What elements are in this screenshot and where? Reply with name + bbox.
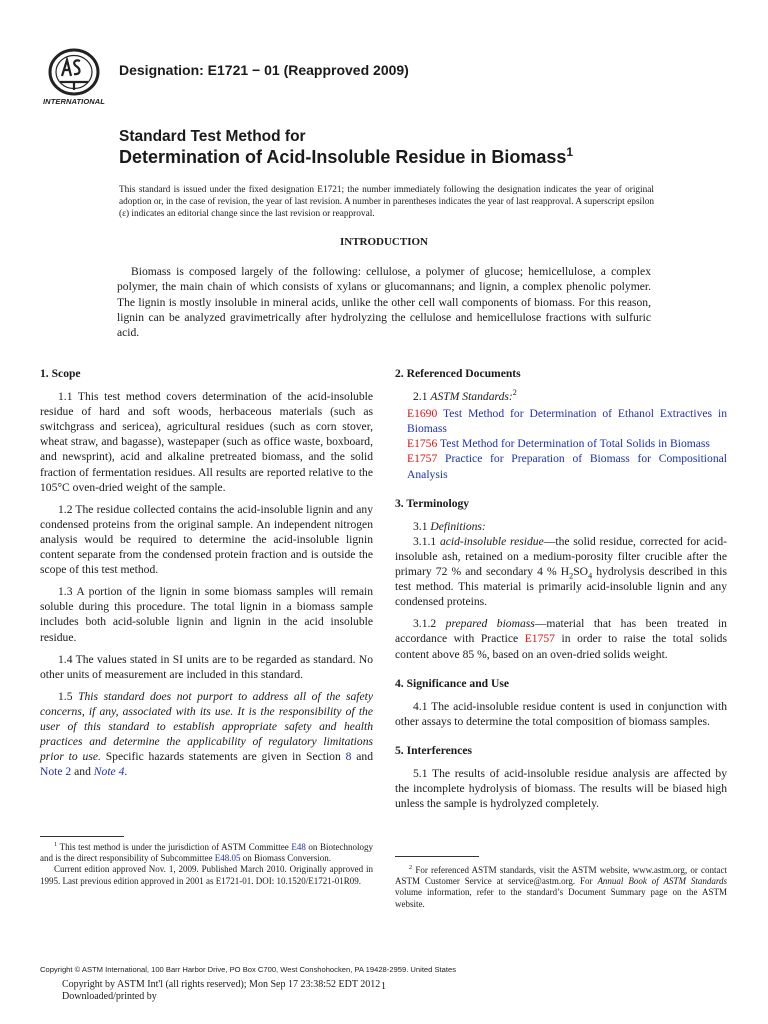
- significance-heading: 4. Significance and Use: [395, 676, 510, 690]
- term-prepared-biomass: prepared biomass: [445, 617, 535, 631]
- scope-1-1: 1.1 This test method covers determination of the acid-insoluble residue of hard and soft woods, herbaceous materials (such as switchgrass and sericea), agricultural residues (such as corn stover, wheat straw, and bagasse), wastepaper (such as office waste, boxboard, and newsprint), acid and alkaline pretreated biomass, and the solid fraction of fermentation residues. All results are reported relative to the 105°C oven-dried weight of the sample.: [40, 390, 373, 494]
- title-line1: Standard Test Method for: [119, 128, 306, 145]
- scope-1-3: 1.3 A portion of the lignin in some biomass samples will remain soluble during this procedure. The total lignin in a biomass sample includes both acid-soluble lignin and lignin in the acid insoluble residue.: [40, 585, 373, 644]
- footnote-rule-left: [40, 836, 124, 837]
- ref-title-e1756[interactable]: Test Method for Determination of Total Solids in Biomass: [439, 437, 710, 451]
- fn1-a: This test method is under the jurisdiction of ASTM Committee: [59, 842, 289, 852]
- designation: Designation: E1721 − 01 (Reapproved 2009): [119, 62, 409, 78]
- note-2-link[interactable]: Note 2: [40, 765, 72, 779]
- fn2-a: For referenced ASTM standards, visit the ASTM website, www.astm.org, or contact ASTM Customer Service at service@astm.org. For: [395, 865, 727, 887]
- fn1-c: on Biomass Conversion.: [242, 853, 331, 864]
- fn1-edition: Current edition approved Nov. 1, 2009. Published March 2010. Originally approved in 1995. Last previous edition approved in 2001 as E1721-01. DOI: 10.1520/E1721-01R09.: [40, 864, 373, 886]
- left-column: [40, 366, 373, 786]
- period: .: [124, 765, 128, 779]
- introduction-text: Biomass is composed largely of the following: cellulose, a polymer of glucose; hemicellulose, a complex polymer, the main chain of which consists of xylans or glucomannans; and lignin, a complex phenolic polymer. The lignin is mostly insoluble in mineral acids, unlike the other cell wall components of biomass. For this reason, lignin can be analyzed gravimetrically after hydrolyzing the cellulose and hemicellulose fractions with sulfuric acid.: [117, 265, 651, 340]
- ref-item[interactable]: [407, 406, 727, 436]
- issuance-note: This standard is issued under the fixed designation E1721; the number immediately following the designation indicates the year of original adoption or, in the case of revision, the year of last revision. A number in parentheses indicates the year of last reapproval. A superscript epsilon (ε) indicates an editorial change since the last revision or reapproval.: [119, 185, 654, 219]
- sub-2: 2: [569, 571, 574, 581]
- ref-sub-num: 2.1: [413, 390, 428, 404]
- terminology-heading: 3. Terminology: [395, 496, 470, 510]
- logo-international-text: INTERNATIONAL: [43, 97, 105, 106]
- interferences-heading: 5. Interferences: [395, 743, 473, 757]
- and-text-2: and: [74, 765, 91, 779]
- ref-footnote-mark: 2: [512, 388, 517, 398]
- title-line2: Determination of Acid-Insoluble Residue in Biomass: [119, 147, 567, 167]
- term-3-1-2: [395, 616, 727, 661]
- ref-title-e1690[interactable]: Test Method for Determination of Ethanol Extractives in Biomass: [407, 407, 727, 436]
- fn1-mark: 1: [54, 841, 58, 848]
- term-3-1-2-num: 3.1.2: [413, 617, 437, 631]
- scope-1-5: [40, 689, 373, 780]
- term-3-1-1-text-b: hydrolysis described in this test method. This material is primarily acid-insoluble lignin and any condensed proteins.: [395, 565, 727, 609]
- and-text: and: [356, 750, 373, 764]
- astm-logo: [40, 46, 110, 108]
- ref-code-e1756[interactable]: E1756: [407, 437, 438, 451]
- fn2-italic: Annual Book of ASTM Standards: [597, 876, 727, 887]
- so-text: SO: [573, 565, 589, 579]
- note-4-link[interactable]: Note 4: [93, 765, 125, 779]
- footnote-2: [395, 865, 727, 910]
- interferences-5-1: 5.1 The results of acid-insoluble residue analysis are affected by the incomplete hydrolysis of biomass. The results will be biased high unless the sample is hydrolyzed completely.: [395, 766, 727, 811]
- title-footnote-mark: 1: [566, 145, 574, 159]
- sub-4: 4: [588, 571, 593, 581]
- scope-heading: 1. Scope: [40, 367, 81, 380]
- right-column: [395, 366, 727, 818]
- term-3-1-2-text-b: in order to raise the total solids content above 85 %, based on an oven-dried solids weight.: [395, 632, 727, 661]
- term-acid-insoluble-residue: acid-insoluble residue: [439, 534, 544, 548]
- fn1-b: on Biotechnology and is the direct responsibility of Subcommittee: [40, 842, 373, 864]
- e1757-link[interactable]: E1757: [524, 632, 555, 646]
- scope-1-5-tail: Specific hazards statements are given in Section: [105, 750, 341, 764]
- page-number: 1: [381, 981, 386, 992]
- ref-item[interactable]: [407, 451, 727, 481]
- term-3-1-2-text-a: —material that has been treated in accordance with Practice: [395, 617, 727, 646]
- copyright-line: Copyright © ASTM International, 100 Barr Harbor Drive, PO Box C700, West Conshohocken, PA 19428-2959. United States: [40, 965, 457, 974]
- copyright-by: Copyright by ASTM Int'l (all rights reserved); Mon Sep 17 23:38:52 EDT 2012: [62, 979, 381, 990]
- referenced-documents-heading: 2. Referenced Documents: [395, 367, 521, 380]
- ref-sub-label: ASTM Standards:: [430, 390, 513, 404]
- term-3-1-1: [395, 534, 727, 609]
- scope-1-5-num: 1.5: [58, 689, 73, 703]
- term-3-1-1-num: 3.1.1: [413, 534, 437, 548]
- introduction-heading: INTRODUCTION: [339, 236, 428, 248]
- scope-1-2: 1.2 The residue collected contains the acid-insoluble lignin and any condensed proteins from the original sample. An independent nitrogen analysis would be required to determine the acid-insoluble lignin content separate from the condensed protein fraction and is outside the scope of this test method.: [40, 502, 373, 577]
- scope-1-4: 1.4 The values stated in SI units are to be regarded as standard. No other units of measurement are included in this standard.: [40, 652, 373, 681]
- downloaded-by: Downloaded/printed by: [62, 991, 157, 1002]
- definitions-label: [395, 519, 727, 534]
- significance-4-1: 4.1 The acid-insoluble residue content is used in conjunction with other assays to determine the total composition of biomass samples.: [395, 699, 727, 728]
- footnote-1: [40, 842, 373, 887]
- astm-standards-label: [395, 389, 727, 404]
- section-8-link[interactable]: 8: [345, 750, 352, 764]
- term-3-1-1-text-a: —the solid residue, corrected for acid-insoluble ash, retained on a medium-porosity filter crucible after the primary 72 % and secondary 4 % H: [395, 534, 728, 579]
- def-num: 3.1: [413, 519, 428, 533]
- footnote-rule-right: [395, 856, 479, 857]
- fn2-b: volume information, refer to the standard’s Document Summary page on the ASTM website.: [395, 887, 727, 909]
- ref-code-e1690[interactable]: E1690: [407, 407, 438, 421]
- page-title: [119, 147, 573, 168]
- ref-code-e1757[interactable]: E1757: [407, 452, 438, 466]
- def-label: Definitions:: [430, 519, 486, 533]
- ref-item[interactable]: [407, 436, 727, 451]
- e48-link[interactable]: E48: [291, 842, 306, 852]
- e48-05-link[interactable]: E48.05: [214, 853, 241, 864]
- scope-1-5-safety: This standard does not purport to address all of the safety concerns, if any, associated with its use. It is the responsibility of the user of this standard to establish appropriate safety and health practices and determine the applicability of regulatory limitations prior to use.: [40, 689, 373, 764]
- fn2-mark: 2: [409, 864, 413, 871]
- ref-title-e1757[interactable]: Practice for Preparation of Biomass for Compositional Analysis: [407, 452, 727, 481]
